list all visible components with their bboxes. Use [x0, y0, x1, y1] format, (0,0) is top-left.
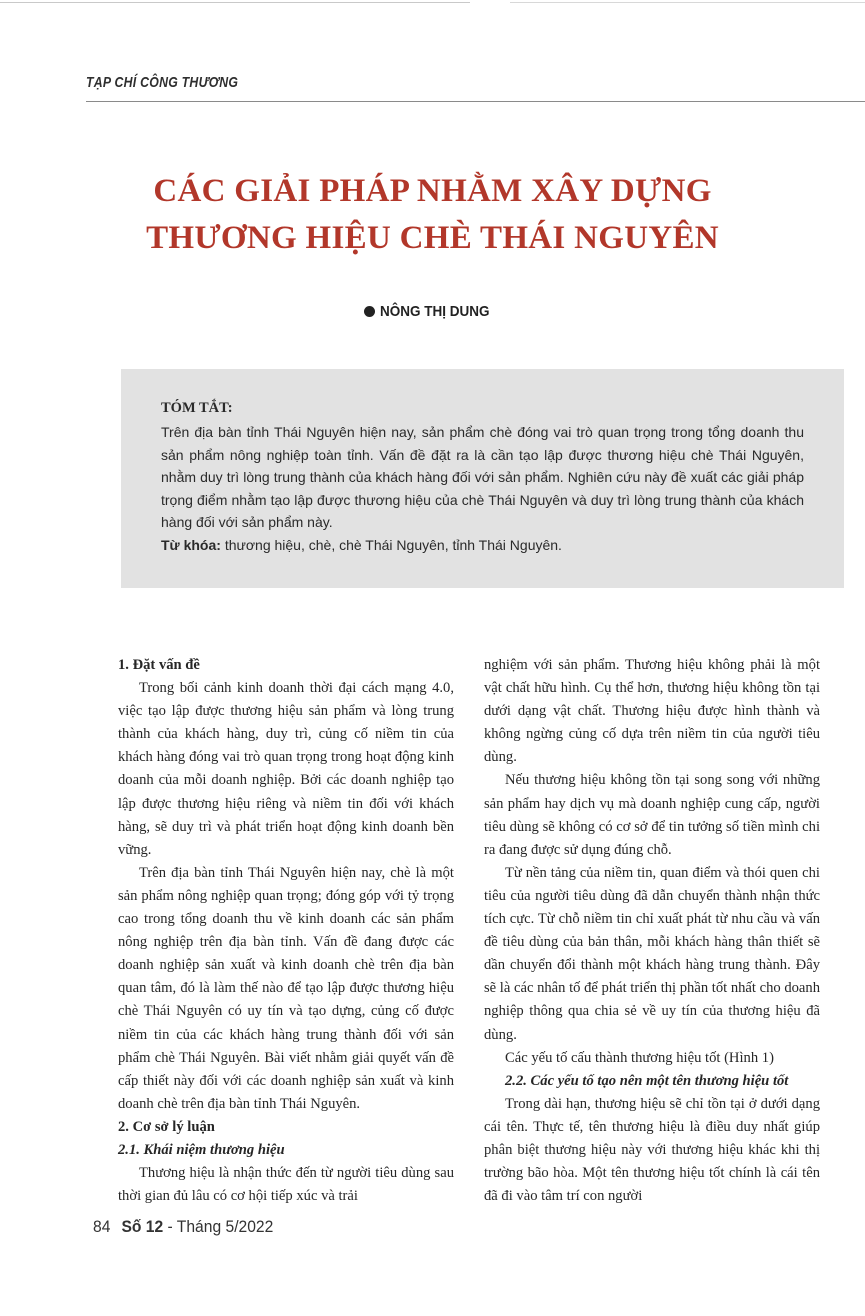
paragraph: Từ nền tảng của niềm tin, quan điểm và thói quen chi tiêu của người tiêu dùng đã dẫn chuyển thành nhận thức tích cực. Từ chỗ niềm tin chỉ xuất phát từ nhu cầu và vấn đề tiêu dùng của bản thân, mỗi khách hàng thân thiết sẽ dần chuyển đổi thành một khách hàng trung thành. Đây sẽ là các nhân tố để phát triển thị phần tốt nhất cho doanh nghiệp thông qua chia sẻ về uy tín của thương hiệu đã dùng. [484, 864, 820, 1043]
journal-name: TẠP CHÍ CÔNG THƯƠNG [86, 74, 239, 91]
title-line-1: CÁC GIẢI PHÁP NHẰM XÂY DỰNG [153, 173, 712, 209]
section-1-heading: 1. Đặt vấn đề [118, 657, 200, 673]
issue-date: - Tháng 5/2022 [167, 1217, 274, 1236]
subsection-2-2-heading: 2.2. Các yếu tố tạo nên một tên thương hiệu tốt [505, 1072, 789, 1089]
top-edge-rule-right [510, 2, 865, 3]
paragraph: Thương hiệu là nhận thức đến từ người tiêu dùng sau thời gian đủ lâu có cơ hội tiếp xúc và trải [118, 1165, 454, 1205]
page-number: 84 [93, 1217, 111, 1236]
paragraph: Trên địa bàn tỉnh Thái Nguyên hiện nay, chè là một sản phẩm nông nghiệp quan trọng; đóng góp với tỷ trọng cao trong tổng doanh thu về kinh doanh các sản phẩm nông nghiệp trên địa bàn tỉnh. Vấn đề đang được các doanh nghiệp sản xuất và kinh doanh chè trên địa bàn quan tâm, đó là làm thế nào để tạo lập được thương hiệu chè Thái Nguyên có uy tín và tạo dựng, củng cố được niềm tin của các khách hàng trung thành đối với sản phẩm chè Thái Nguyên. Bài viết nhằm giải quyết vấn đề cấp thiết này đối với các doanh nghiệp sản xuất và kinh doanh chè trên địa bàn tỉnh Thái Nguyên. [118, 864, 454, 1112]
keywords-label: Từ khóa: [161, 536, 221, 553]
abstract-heading: TÓM TẮT: [161, 400, 233, 416]
abstract-body-text: Trên địa bàn tỉnh Thái Nguyên hiện nay, sản phẩm chè đóng vai trò quan trọng trong tổng doanh thu sản phẩm nông nghiệp toàn tỉnh. Vấn đề đặt ra là cần tạo lập được thương hiệu chè Thái Nguyên, nhằm duy trì lòng trung thành của khách hàng đối với sản phẩm. Nghiên cứu này đề xuất các giải pháp trọng điểm nhằm tạo lập được thương hiệu của chè Thái Nguyên và duy trì lòng trung thành của khách hàng đối với sản phẩm này. [161, 424, 804, 530]
paragraph: Nếu thương hiệu không tồn tại song song với những sản phẩm hay dịch vụ mà doanh nghiệp cung cấp, người tiêu dùng sẽ không có cơ sở để tin tưởng số tiền mình chi ra đang được sử dụng đúng chỗ. [484, 772, 820, 858]
paragraph: Trong dài hạn, thương hiệu sẽ chỉ tồn tại ở dưới dạng cái tên. Thực tế, tên thương hiệu là điều duy nhất giúp phân biệt thương hiệu này với thương hiệu khác khi thị trường bão hòa. Một tên thương hiệu tốt chính là cái tên đã đi vào tâm trí con người [484, 1095, 820, 1205]
issue-label: Số 12 [121, 1217, 164, 1236]
paragraph: Trong bối cảnh kinh doanh thời đại cách mạng 4.0, việc tạo lập được thương hiệu sản phẩm và lòng trung thành của khách hàng, duy trì, củng cố niềm tin của khách hàng đóng vai trò quan trọng trong hoạt động kinh doanh của mỗi doanh nghiệp. Bởi các doanh nghiệp tạo lập được thương hiệu riêng và niềm tin đối với khách hàng, sẽ duy trì và phát triển hoạt động kinh doanh bền vững. [118, 680, 454, 858]
subsection-2-1-heading: 2.1. Khái niệm thương hiệu [118, 1141, 285, 1158]
section-2-heading: 2. Cơ sở lý luận [118, 1118, 215, 1135]
author-line [0, 303, 865, 320]
paragraph: nghiệm với sản phẩm. Thương hiệu không phải là một vật chất hữu hình. Cụ thể hơn, thương hiệu không tồn tại dưới dạng vật chất. Thương hiệu được hình thành và không ngừng củng cố dựa trên niềm tin của người tiêu dùng. [484, 657, 820, 766]
page-footer [93, 1217, 273, 1237]
left-column [118, 654, 454, 1208]
bullet-icon [364, 306, 375, 317]
author-name: NÔNG THỊ DUNG [379, 303, 490, 320]
figure-reference: Các yếu tố cấu thành thương hiệu tốt (Hình 1) [505, 1049, 774, 1066]
keywords-text: thương hiệu, chè, chè Thái Nguyên, tỉnh Thái Nguyên. [224, 536, 562, 553]
article-title [0, 168, 865, 262]
top-edge-rule [0, 2, 470, 3]
title-line-2: THƯƠNG HIỆU CHÈ THÁI NGUYÊN [146, 220, 719, 256]
right-column [484, 654, 820, 1208]
abstract-keywords [161, 534, 804, 557]
header-divider [86, 101, 865, 102]
abstract-box [121, 369, 844, 588]
abstract-body [161, 421, 804, 534]
